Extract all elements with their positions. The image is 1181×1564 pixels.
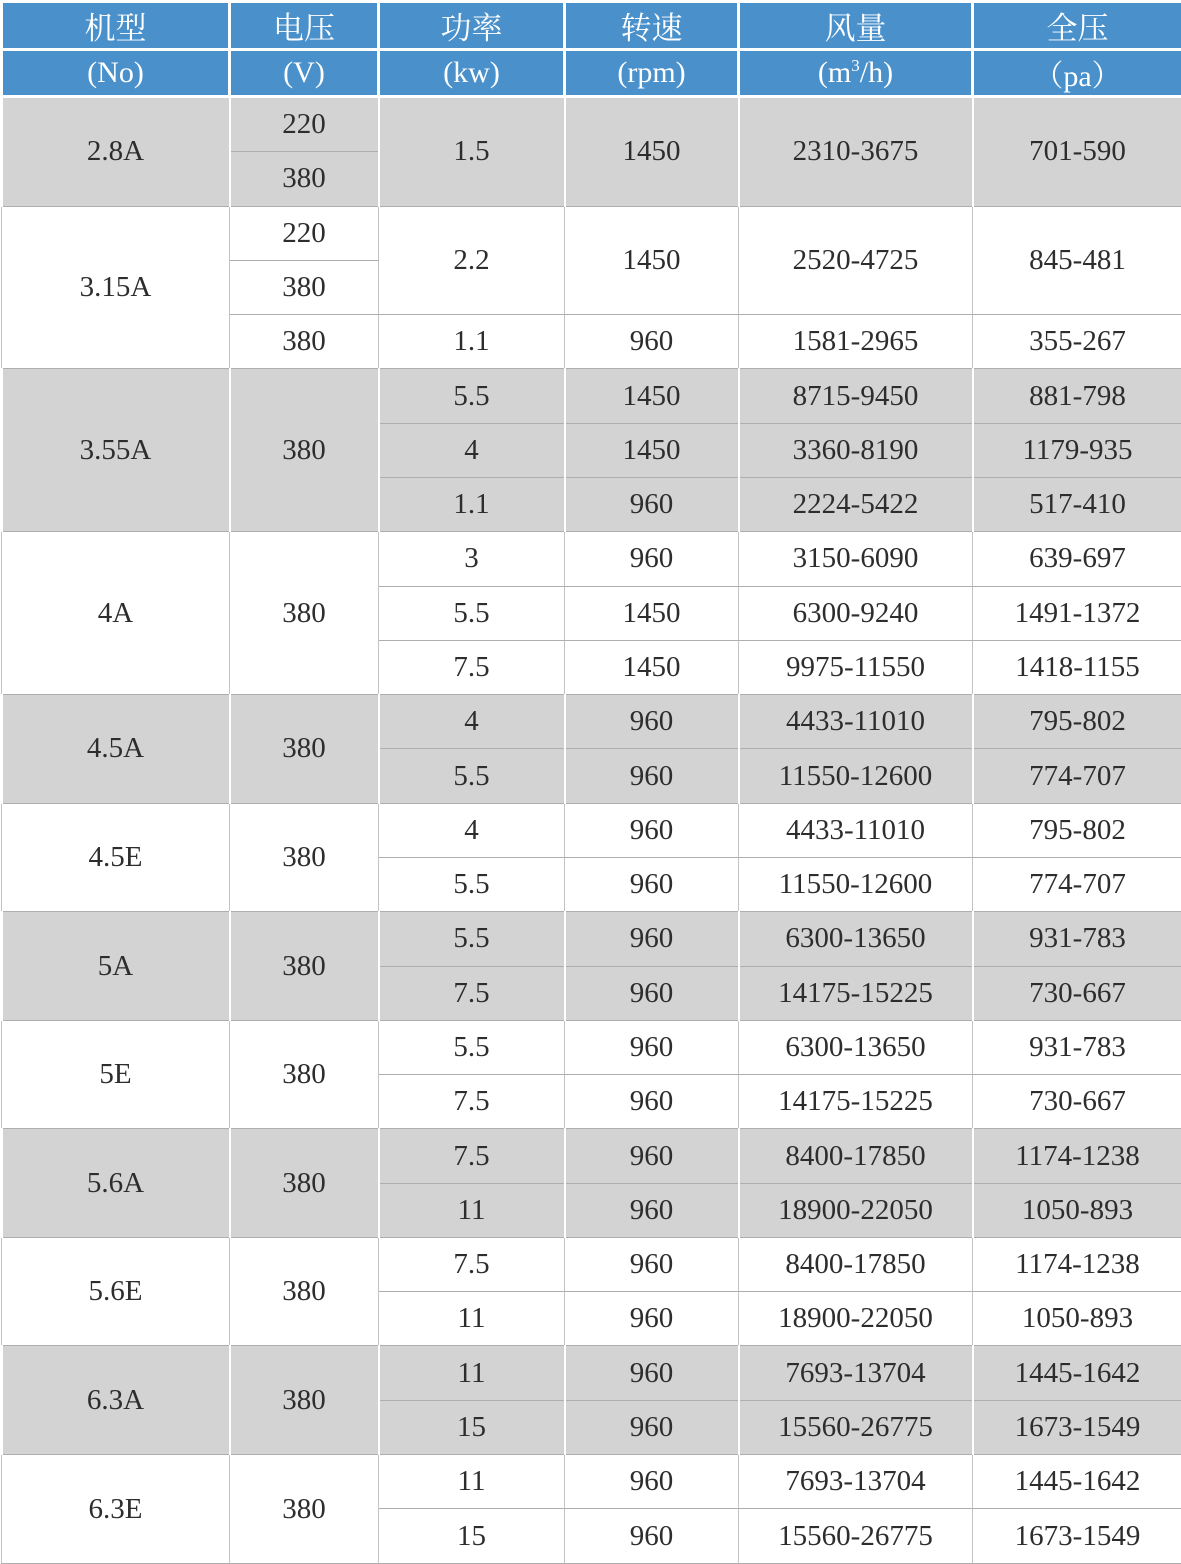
cell-voltage: 380 bbox=[230, 1455, 379, 1564]
cell-voltage: 220 bbox=[230, 97, 379, 152]
cell-voltage: 380 bbox=[230, 1129, 379, 1238]
cell-rpm: 960 bbox=[565, 315, 739, 369]
cell-rpm: 960 bbox=[565, 966, 739, 1020]
cell-model: 5.6A bbox=[2, 1129, 230, 1238]
cell-airflow: 6300-13650 bbox=[739, 912, 973, 966]
cell-pressure: 774-707 bbox=[973, 749, 1181, 803]
cell-power: 7.5 bbox=[379, 1237, 565, 1291]
cell-power: 5.5 bbox=[379, 912, 565, 966]
cell-airflow: 7693-13704 bbox=[739, 1346, 973, 1400]
cell-model: 6.3E bbox=[2, 1455, 230, 1564]
cell-airflow: 3150-6090 bbox=[739, 532, 973, 586]
cell-rpm: 1450 bbox=[565, 640, 739, 694]
cell-rpm: 960 bbox=[565, 749, 739, 803]
cell-rpm: 960 bbox=[565, 1455, 739, 1509]
table-row bbox=[2, 803, 1181, 857]
cell-power: 4 bbox=[379, 695, 565, 749]
airflow-unit-superscript: 3 bbox=[851, 56, 860, 75]
cell-model: 4.5E bbox=[2, 803, 230, 912]
table-row bbox=[2, 695, 1181, 749]
cell-model: 4A bbox=[2, 532, 230, 695]
cell-voltage: 380 bbox=[230, 1237, 379, 1346]
cell-power: 5.5 bbox=[379, 1020, 565, 1074]
header-pressure-unit: （pa） bbox=[973, 50, 1181, 97]
cell-voltage: 380 bbox=[230, 912, 379, 1021]
table-row bbox=[2, 1455, 1181, 1509]
cell-voltage: 380 bbox=[230, 152, 379, 206]
cell-power: 7.5 bbox=[379, 966, 565, 1020]
cell-power: 3 bbox=[379, 532, 565, 586]
cell-voltage: 380 bbox=[230, 695, 379, 804]
cell-airflow: 14175-15225 bbox=[739, 966, 973, 1020]
cell-pressure: 639-697 bbox=[973, 532, 1181, 586]
header-model-unit: (No) bbox=[2, 50, 230, 97]
cell-pressure: 795-802 bbox=[973, 695, 1181, 749]
cell-pressure: 730-667 bbox=[973, 966, 1181, 1020]
cell-pressure: 1673-1549 bbox=[973, 1509, 1181, 1564]
cell-rpm: 960 bbox=[565, 803, 739, 857]
cell-airflow: 18900-22050 bbox=[739, 1183, 973, 1237]
table-row bbox=[2, 1237, 1181, 1291]
cell-pressure: 1445-1642 bbox=[973, 1346, 1181, 1400]
cell-pressure: 1418-1155 bbox=[973, 640, 1181, 694]
cell-rpm: 960 bbox=[565, 532, 739, 586]
header-voltage-unit: (V) bbox=[230, 50, 379, 97]
header-rpm-unit: (rpm) bbox=[565, 50, 739, 97]
cell-power: 7.5 bbox=[379, 1075, 565, 1129]
cell-power: 5.5 bbox=[379, 749, 565, 803]
cell-power: 7.5 bbox=[379, 640, 565, 694]
cell-airflow: 15560-26775 bbox=[739, 1400, 973, 1454]
cell-rpm: 960 bbox=[565, 477, 739, 531]
table-row bbox=[2, 1346, 1181, 1400]
cell-voltage: 380 bbox=[230, 1346, 379, 1455]
table-row bbox=[2, 206, 1181, 260]
cell-airflow: 15560-26775 bbox=[739, 1509, 973, 1564]
cell-power: 7.5 bbox=[379, 1129, 565, 1183]
cell-airflow: 4433-11010 bbox=[739, 695, 973, 749]
cell-rpm: 1450 bbox=[565, 206, 739, 315]
cell-pressure: 730-667 bbox=[973, 1075, 1181, 1129]
cell-voltage: 380 bbox=[230, 1020, 379, 1129]
cell-airflow: 6300-9240 bbox=[739, 586, 973, 640]
cell-rpm: 960 bbox=[565, 1183, 739, 1237]
table-body bbox=[2, 97, 1181, 1564]
cell-model: 5.6E bbox=[2, 1237, 230, 1346]
table-row bbox=[2, 1129, 1181, 1183]
cell-rpm: 960 bbox=[565, 1237, 739, 1291]
cell-rpm: 960 bbox=[565, 1400, 739, 1454]
cell-power: 5.5 bbox=[379, 857, 565, 911]
cell-power: 15 bbox=[379, 1509, 565, 1564]
cell-power: 2.2 bbox=[379, 206, 565, 315]
cell-pressure: 1673-1549 bbox=[973, 1400, 1181, 1454]
cell-rpm: 1450 bbox=[565, 369, 739, 423]
cell-voltage: 220 bbox=[230, 206, 379, 260]
table-row bbox=[2, 1020, 1181, 1074]
cell-rpm: 960 bbox=[565, 1075, 739, 1129]
cell-pressure: 355-267 bbox=[973, 315, 1181, 369]
cell-power: 4 bbox=[379, 423, 565, 477]
cell-pressure: 1174-1238 bbox=[973, 1129, 1181, 1183]
cell-power: 11 bbox=[379, 1292, 565, 1346]
cell-pressure: 1491-1372 bbox=[973, 586, 1181, 640]
cell-power: 1.1 bbox=[379, 315, 565, 369]
cell-airflow: 2310-3675 bbox=[739, 97, 973, 207]
table-row bbox=[2, 912, 1181, 966]
cell-airflow: 11550-12600 bbox=[739, 857, 973, 911]
cell-model: 3.55A bbox=[2, 369, 230, 532]
cell-pressure: 1179-935 bbox=[973, 423, 1181, 477]
header-row-titles bbox=[2, 2, 1181, 50]
cell-power: 1.1 bbox=[379, 477, 565, 531]
airflow-unit-suffix: /h) bbox=[859, 56, 894, 89]
cell-airflow: 2224-5422 bbox=[739, 477, 973, 531]
cell-model: 3.15A bbox=[2, 206, 230, 369]
table-row bbox=[2, 369, 1181, 423]
cell-rpm: 960 bbox=[565, 1020, 739, 1074]
cell-airflow: 14175-15225 bbox=[739, 1075, 973, 1129]
cell-airflow: 18900-22050 bbox=[739, 1292, 973, 1346]
cell-rpm: 960 bbox=[565, 1292, 739, 1346]
cell-model: 5A bbox=[2, 912, 230, 1021]
cell-power: 11 bbox=[379, 1455, 565, 1509]
cell-voltage: 380 bbox=[230, 260, 379, 314]
header-power: 功率 bbox=[379, 2, 565, 50]
cell-pressure: 774-707 bbox=[973, 857, 1181, 911]
header-airflow-unit bbox=[739, 50, 973, 97]
cell-airflow: 7693-13704 bbox=[739, 1455, 973, 1509]
cell-power: 4 bbox=[379, 803, 565, 857]
cell-rpm: 1450 bbox=[565, 586, 739, 640]
cell-rpm: 960 bbox=[565, 1509, 739, 1564]
cell-pressure: 1050-893 bbox=[973, 1292, 1181, 1346]
cell-pressure: 1050-893 bbox=[973, 1183, 1181, 1237]
header-rpm: 转速 bbox=[565, 2, 739, 50]
cell-airflow: 1581-2965 bbox=[739, 315, 973, 369]
cell-airflow: 4433-11010 bbox=[739, 803, 973, 857]
cell-rpm: 1450 bbox=[565, 97, 739, 207]
header-voltage: 电压 bbox=[230, 2, 379, 50]
cell-model: 4.5A bbox=[2, 695, 230, 804]
cell-pressure: 881-798 bbox=[973, 369, 1181, 423]
cell-airflow: 9975-11550 bbox=[739, 640, 973, 694]
cell-model: 6.3A bbox=[2, 1346, 230, 1455]
header-row-units bbox=[2, 50, 1181, 97]
cell-power: 11 bbox=[379, 1183, 565, 1237]
cell-pressure: 845-481 bbox=[973, 206, 1181, 315]
cell-power: 11 bbox=[379, 1346, 565, 1400]
cell-airflow: 8715-9450 bbox=[739, 369, 973, 423]
cell-rpm: 960 bbox=[565, 1129, 739, 1183]
cell-airflow: 6300-13650 bbox=[739, 1020, 973, 1074]
airflow-unit-prefix: (m bbox=[817, 56, 852, 89]
cell-pressure: 1445-1642 bbox=[973, 1455, 1181, 1509]
table-row bbox=[2, 97, 1181, 152]
cell-airflow: 8400-17850 bbox=[739, 1237, 973, 1291]
cell-rpm: 960 bbox=[565, 857, 739, 911]
cell-power: 1.5 bbox=[379, 97, 565, 207]
cell-rpm: 960 bbox=[565, 912, 739, 966]
cell-airflow: 8400-17850 bbox=[739, 1129, 973, 1183]
cell-rpm: 960 bbox=[565, 1346, 739, 1400]
cell-model: 5E bbox=[2, 1020, 230, 1129]
header-power-unit: (kw) bbox=[379, 50, 565, 97]
header-airflow: 风量 bbox=[739, 2, 973, 50]
cell-airflow: 3360-8190 bbox=[739, 423, 973, 477]
cell-rpm: 960 bbox=[565, 695, 739, 749]
cell-pressure: 1174-1238 bbox=[973, 1237, 1181, 1291]
cell-model: 2.8A bbox=[2, 97, 230, 207]
cell-power: 5.5 bbox=[379, 586, 565, 640]
cell-voltage: 380 bbox=[230, 369, 379, 532]
cell-rpm: 1450 bbox=[565, 423, 739, 477]
cell-pressure: 701-590 bbox=[973, 97, 1181, 207]
header-pressure: 全压 bbox=[973, 2, 1181, 50]
cell-voltage: 380 bbox=[230, 532, 379, 695]
cell-power: 5.5 bbox=[379, 369, 565, 423]
cell-pressure: 517-410 bbox=[973, 477, 1181, 531]
table-row bbox=[2, 532, 1181, 586]
cell-power: 15 bbox=[379, 1400, 565, 1454]
cell-airflow: 2520-4725 bbox=[739, 206, 973, 315]
cell-voltage: 380 bbox=[230, 803, 379, 912]
cell-pressure: 931-783 bbox=[973, 912, 1181, 966]
table-header bbox=[2, 2, 1181, 97]
cell-pressure: 931-783 bbox=[973, 1020, 1181, 1074]
cell-voltage: 380 bbox=[230, 315, 379, 369]
cell-airflow: 11550-12600 bbox=[739, 749, 973, 803]
cell-pressure: 795-802 bbox=[973, 803, 1181, 857]
header-model: 机型 bbox=[2, 2, 230, 50]
